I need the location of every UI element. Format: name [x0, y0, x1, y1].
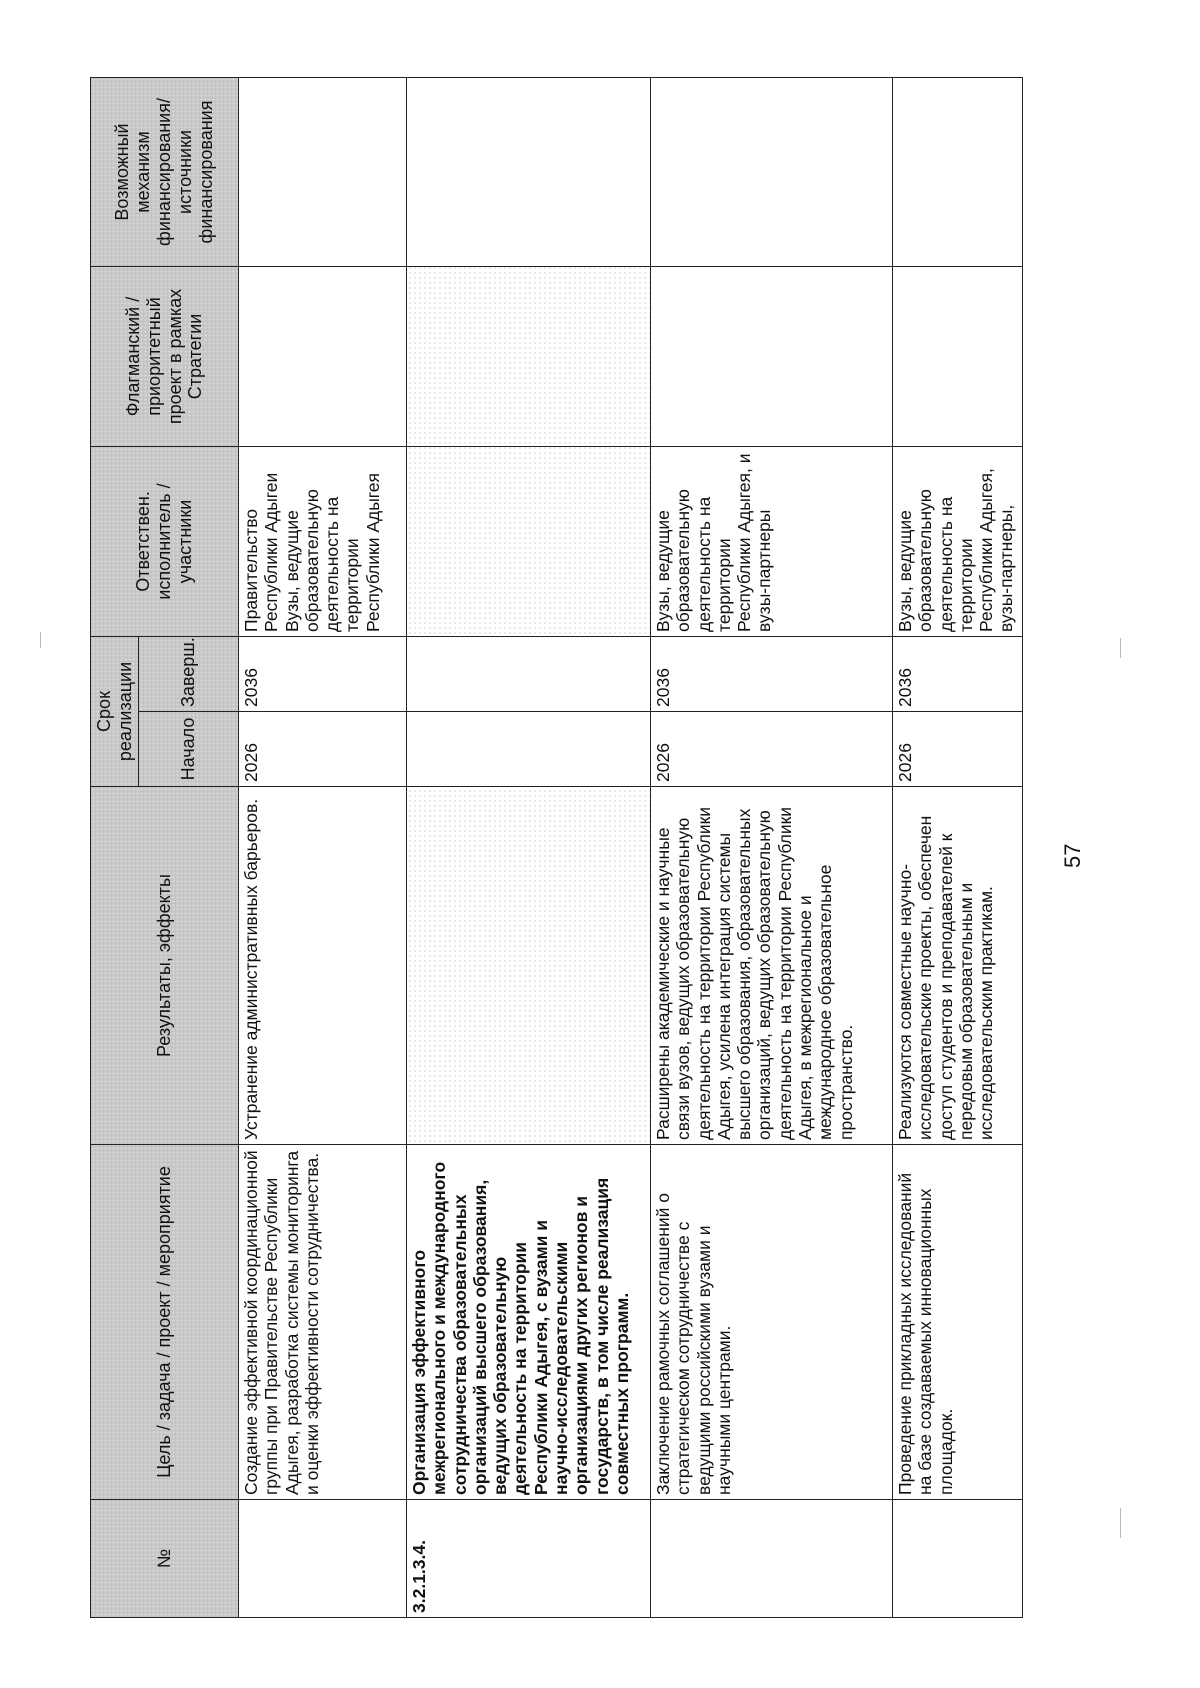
- cell-financing: [651, 77, 893, 266]
- header-goal: Цель / задача / проект / мероприятие: [91, 1145, 239, 1500]
- cell-num: 3.2.1.3.4.: [407, 1500, 651, 1618]
- table-row: [651, 77, 893, 1617]
- header-results: Результаты, эффекты: [91, 787, 239, 1145]
- cell-responsible: Вузы, ведущие образовательную деятельность на территории Республики Адыгея, вузы-партнеры,: [893, 446, 1023, 636]
- cell-financing: [407, 77, 651, 266]
- cell-flagship: [407, 266, 651, 446]
- strategy-table: [90, 77, 1023, 1618]
- cell-start: 2026: [239, 712, 407, 787]
- cell-end: 2036: [239, 636, 407, 711]
- header-flagship: Флагманский / приоритетный проект в рамках Стратегии: [91, 266, 239, 446]
- header-responsible: Ответствен. исполнитель / участники: [91, 446, 239, 636]
- cell-financing: [893, 77, 1023, 266]
- cell-flagship: [893, 266, 1023, 446]
- cell-num: [239, 1500, 407, 1618]
- header-period: Срок реализации: [91, 636, 139, 786]
- cell-goal: Заключение рамочных соглашений о стратегическом сотрудничестве с ведущими российскими вузами и научными центрами.: [651, 1145, 893, 1500]
- scan-artifact: [1120, 638, 1121, 658]
- cell-num: [651, 1500, 893, 1618]
- header-start: Начало: [139, 712, 239, 787]
- cell-flagship: [651, 266, 893, 446]
- cell-num: [893, 1500, 1023, 1618]
- cell-end: 2036: [893, 636, 1023, 711]
- cell-start: [407, 712, 651, 787]
- cell-responsible: [407, 446, 651, 636]
- cell-flagship: [239, 266, 407, 446]
- header-financing: Возможный механизм финансирования/ источники финансирования: [91, 77, 239, 266]
- cell-start: 2026: [651, 712, 893, 787]
- table-header: [91, 77, 239, 1617]
- table-row: [407, 77, 651, 1617]
- table-row: [239, 77, 407, 1617]
- header-end: Заверш.: [139, 636, 239, 711]
- cell-goal: Проведение прикладных исследований на базе создаваемых инновационных площадок.: [893, 1145, 1023, 1500]
- header-num: №: [91, 1500, 239, 1618]
- cell-results: [407, 787, 651, 1145]
- cell-end: [407, 636, 651, 711]
- cell-financing: [239, 77, 407, 266]
- table-row: [893, 77, 1023, 1617]
- cell-results: Устранение административных барьеров.: [239, 787, 407, 1145]
- cell-end: 2036: [651, 636, 893, 711]
- page-number: 57: [1060, 843, 1085, 868]
- cell-responsible: Вузы, ведущие образовательную деятельность на территории Республики Адыгея, и вузы-партнеры: [651, 446, 893, 636]
- cell-responsible: Правительство Республики Адыгеи Вузы, ведущие образовательную деятельность на территории Республики Адыгея: [239, 446, 407, 636]
- cell-start: 2026: [893, 712, 1023, 787]
- scan-artifact: [40, 632, 41, 648]
- cell-goal: Создание эффективной координационной группы при Правительстве Республики Адыгея, разработка системы мониторинга и оценки эффективности сотрудничества.: [239, 1145, 407, 1500]
- scan-artifact: [1120, 1508, 1121, 1538]
- cell-results: Реализуются совместные научно-исследовательские проекты, обеспечен доступ студентов и преподавателей к передовым образовательным и исследовательским практикам.: [893, 787, 1023, 1145]
- cell-goal: Организация эффективного межрегионального и международного сотрудничества образовательных организаций высшего образования, ведущих образовательную деятельность на территории Республики Адыгея, с вузами и научно-исследовательскими организациями других регионов и государств, в том числе реализация совместных программ.: [407, 1145, 651, 1500]
- cell-results: Расширены академические и научные связи вузов, ведущих образовательную деятельность на территории Республики Адыгея, усилена интеграция системы высшего образования, образовательных организаций, ведущих образовательную деятельность на территории Республики Адыгея, в межрегиональное и международное образовательное пространство.: [651, 787, 893, 1145]
